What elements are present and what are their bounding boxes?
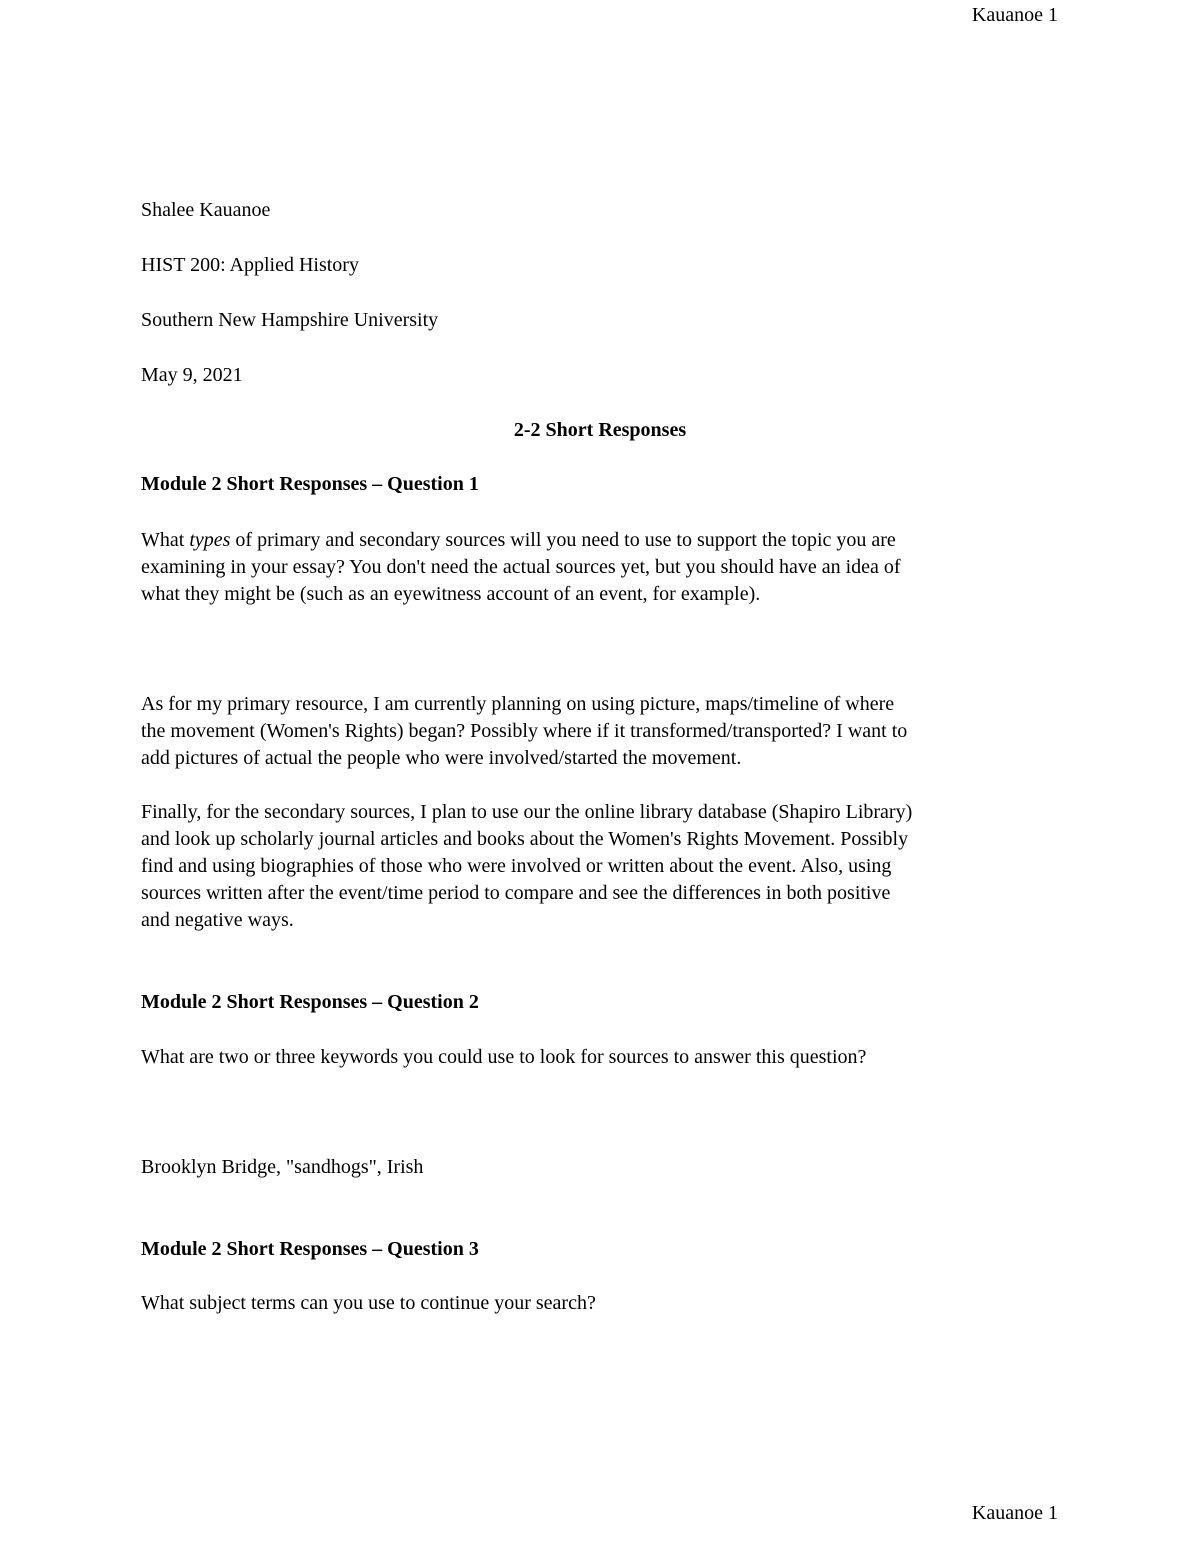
- submission-date: May 9, 2021: [141, 364, 243, 386]
- question-1-answer-secondary: [141, 799, 1061, 934]
- answer-line: and negative ways.: [141, 909, 294, 931]
- author-name: Shalee Kauanoe: [141, 199, 271, 221]
- prompt-text: What: [141, 529, 190, 551]
- prompt-line: what they might be (such as an eyewitness account of an event, for example).: [141, 583, 761, 605]
- page-footer: Kauanoe 1: [971, 1502, 1058, 1524]
- answer-line: add pictures of actual the people who were involved/started the movement.: [141, 747, 742, 769]
- answer-line: and look up scholarly journal articles and books about the Women's Rights Movement. Possibly: [141, 828, 909, 850]
- prompt-line: examining in your essay? You don't need the actual sources yet, but you should have an idea of: [141, 556, 901, 578]
- prompt-emphasis: types: [189, 529, 231, 551]
- institution-name: Southern New Hampshire University: [141, 309, 439, 331]
- document-title: 2-2 Short Responses: [513, 419, 687, 441]
- answer-line: Finally, for the secondary sources, I plan to use our the online library database (Shapiro Library): [141, 801, 913, 823]
- page-header: Kauanoe 1: [971, 4, 1058, 26]
- course-name: HIST 200: Applied History: [141, 254, 359, 276]
- question-3-prompt: What subject terms can you use to continue your search?: [141, 1292, 596, 1314]
- question-2-answer: Brooklyn Bridge, "sandhogs", Irish: [141, 1156, 424, 1178]
- prompt-text: of primary and secondary sources will you need to use to support the topic you are: [230, 529, 896, 551]
- answer-line: find and using biographies of those who were involved or written about the event. Also, using: [141, 855, 892, 877]
- answer-line: As for my primary resource, I am currently planning on using picture, maps/timeline of where: [141, 693, 895, 715]
- answer-line: sources written after the event/time period to compare and see the differences in both positive: [141, 882, 891, 904]
- question-1-answer-primary: [141, 691, 1061, 772]
- question-1-prompt: [141, 527, 1061, 608]
- question-2-heading: Module 2 Short Responses – Question 2: [141, 991, 479, 1013]
- question-2-prompt: What are two or three keywords you could use to look for sources to answer this question?: [141, 1046, 867, 1068]
- question-3-heading: Module 2 Short Responses – Question 3: [141, 1238, 479, 1260]
- question-1-heading: Module 2 Short Responses – Question 1: [141, 473, 479, 495]
- answer-line: the movement (Women's Rights) began? Possibly where if it transformed/transported? I want to: [141, 720, 908, 742]
